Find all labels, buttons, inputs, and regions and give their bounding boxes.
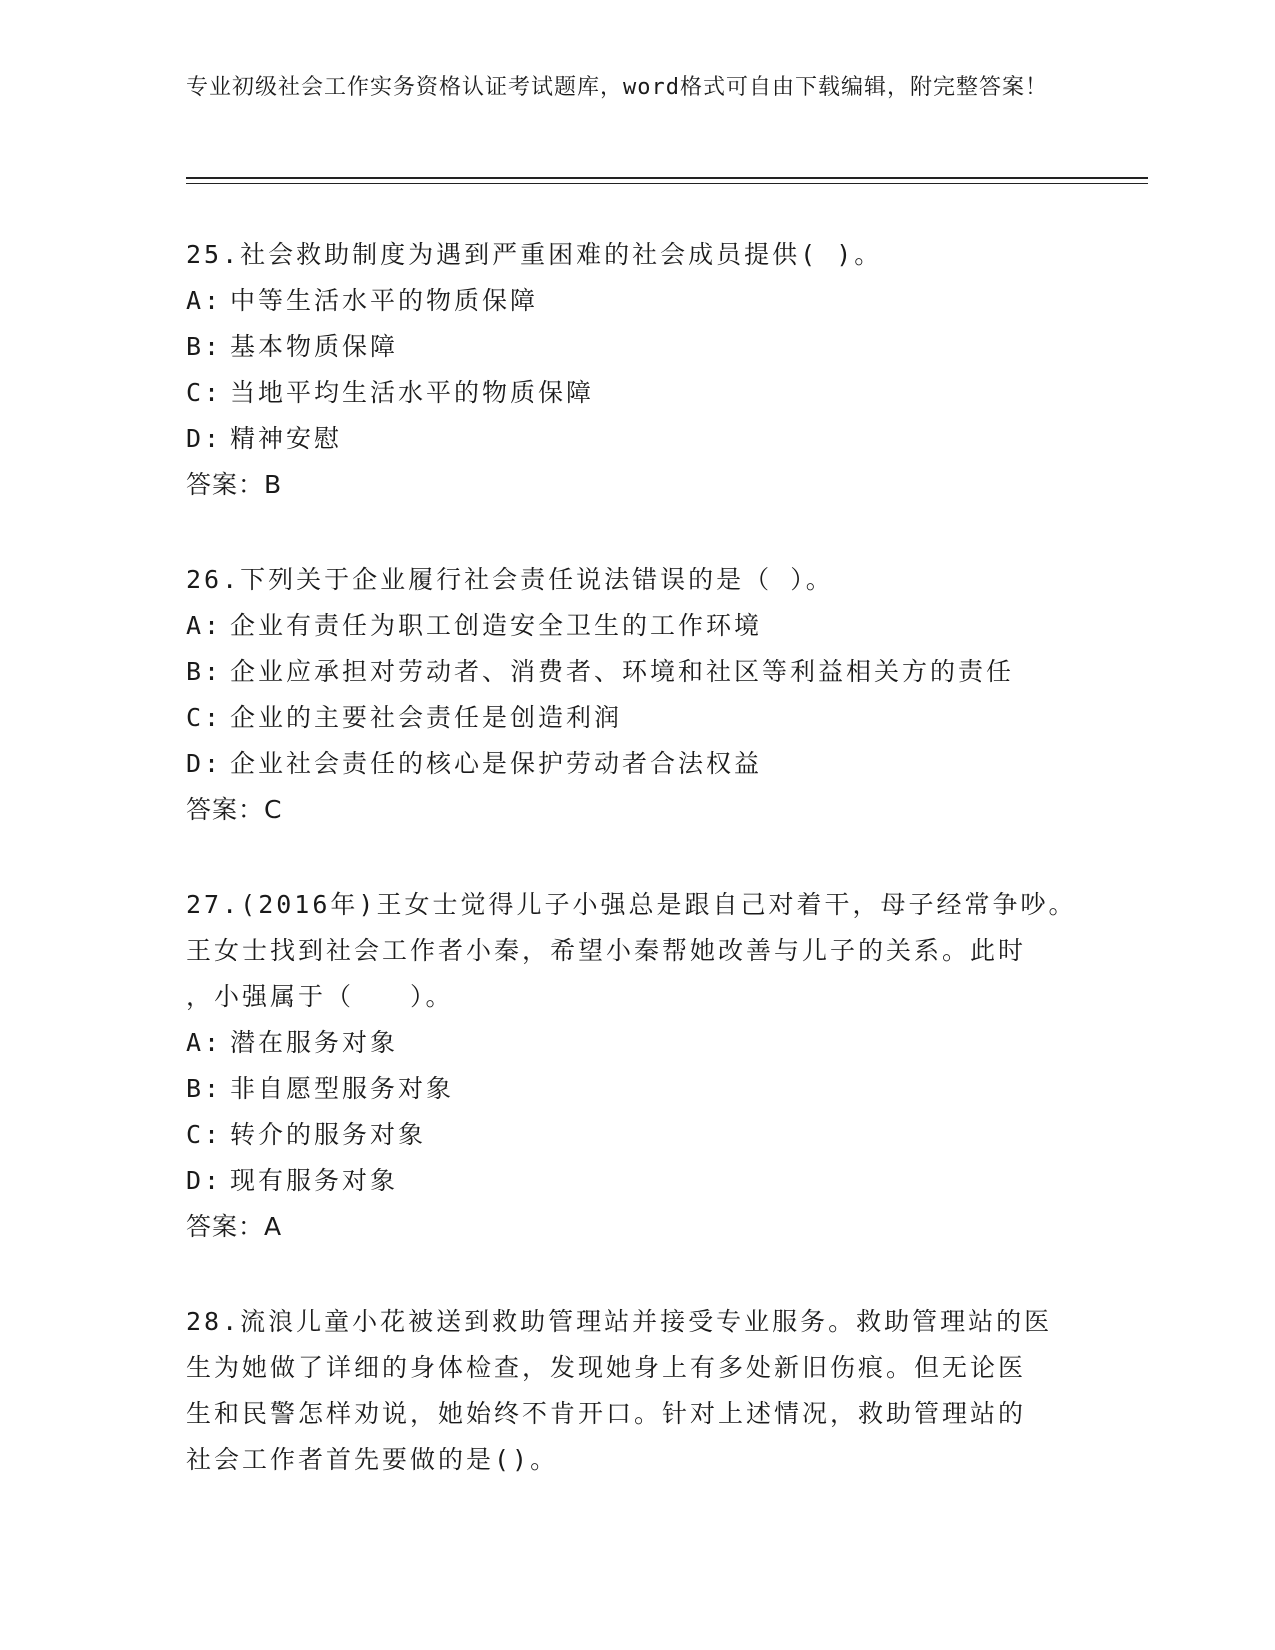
option-text: 企业应承担对劳动者、消费者、环境和社区等利益相关方的责任: [230, 657, 1015, 686]
question-stem: 25.社会救助制度为遇到严重困难的社会成员提供( )。: [186, 240, 883, 269]
option-key: A:: [186, 1028, 223, 1057]
option-key: D:: [186, 1166, 223, 1195]
answer-line: 答案：B: [186, 470, 283, 499]
question-stem-line: 生为她做了详细的身体检查，发现她身上有多处新旧伤痕。但无论医: [186, 1353, 1027, 1382]
document-header: 专业初级社会工作实务资格认证考试题库，word格式可自由下载编辑，附完整答案！: [186, 75, 1048, 100]
option-text: 企业的主要社会责任是创造利润: [230, 703, 623, 732]
option-text: 企业社会责任的核心是保护劳动者合法权益: [230, 749, 763, 778]
question-list: [186, 232, 1077, 1532]
option-text: 精神安慰: [230, 424, 343, 453]
question-25: [186, 232, 1066, 508]
question-stem-line: 社会工作者首先要做的是()。: [186, 1445, 559, 1474]
answer-line: 答案：A: [186, 1212, 283, 1241]
question-stem-line: 28.流浪儿童小花被送到救助管理站并接受专业服务。救助管理站的医: [186, 1307, 1053, 1336]
option-text: 当地平均生活水平的物质保障: [230, 378, 595, 407]
header-divider-thick: [186, 177, 1148, 179]
option-key: A:: [186, 611, 223, 640]
option-text: 非自愿型服务对象: [230, 1074, 455, 1103]
option-d: [186, 1158, 1066, 1204]
option-text: 基本物质保障: [230, 332, 399, 361]
question-stem-line: 27.(2016年)王女士觉得儿子小强总是跟自己对着干，母子经常争吵。: [186, 890, 1077, 919]
option-key: D:: [186, 749, 223, 778]
option-a: [186, 603, 1066, 649]
option-key: B:: [186, 657, 223, 686]
option-b: [186, 1066, 1066, 1112]
option-b: [186, 649, 1066, 695]
option-key: C:: [186, 1120, 223, 1149]
option-text: 潜在服务对象: [230, 1028, 399, 1057]
option-d: [186, 416, 1066, 462]
answer-line: 答案：C: [186, 795, 283, 824]
question-stem: 26.下列关于企业履行社会责任说法错误的是（ ）。: [186, 565, 834, 594]
question-stem-line: ，小强属于（ ）。: [186, 982, 454, 1011]
option-key: B:: [186, 332, 223, 361]
question-26: [186, 557, 1066, 833]
header-divider-thin: [186, 183, 1148, 184]
option-key: B:: [186, 1074, 223, 1103]
question-28: [186, 1299, 1066, 1483]
option-text: 现有服务对象: [230, 1166, 399, 1195]
option-c: [186, 1112, 1066, 1158]
option-b: [186, 324, 1066, 370]
option-text: 企业有责任为职工创造安全卫生的工作环境: [230, 611, 763, 640]
option-key: A:: [186, 286, 223, 315]
option-key: C:: [186, 703, 223, 732]
option-text: 转介的服务对象: [230, 1120, 427, 1149]
option-c: [186, 695, 1066, 741]
question-stem-line: 生和民警怎样劝说，她始终不肯开口。针对上述情况，救助管理站的: [186, 1399, 1027, 1428]
option-d: [186, 741, 1066, 787]
option-a: [186, 278, 1066, 324]
question-27: [186, 882, 1077, 1250]
option-key: D:: [186, 424, 223, 453]
question-stem-line: 王女士找到社会工作者小秦，希望小秦帮她改善与儿子的关系。此时: [186, 936, 1027, 965]
option-a: [186, 1020, 1066, 1066]
option-text: 中等生活水平的物质保障: [230, 286, 539, 315]
option-c: [186, 370, 1066, 416]
option-key: C:: [186, 378, 223, 407]
